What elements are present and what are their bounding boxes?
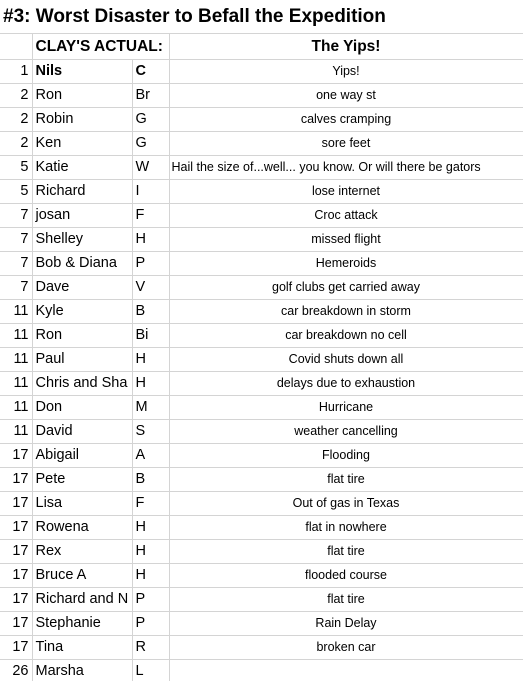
name-text: Abigail	[35, 447, 80, 463]
table-row	[0, 636, 523, 660]
grid-body	[0, 34, 523, 681]
rank-cell[interactable]: 1	[0, 60, 32, 84]
initial-cell[interactable]: H	[132, 228, 169, 252]
table-row	[0, 420, 523, 444]
name-text: Kyle	[35, 303, 64, 319]
initial-cell[interactable]: V	[132, 276, 169, 300]
name-text: Robin	[35, 111, 74, 127]
yip-cell[interactable]: flat tire	[169, 588, 523, 612]
yip-cell[interactable]: flat tire	[169, 468, 523, 492]
table-row	[0, 324, 523, 348]
rank-cell[interactable]: 17	[0, 444, 32, 468]
table-row	[0, 492, 523, 516]
name-text: Tina	[35, 639, 64, 655]
initial-cell[interactable]: G	[132, 132, 169, 156]
data-grid	[0, 33, 523, 681]
table-row	[0, 156, 523, 180]
name-cell[interactable]	[32, 132, 132, 156]
table-row	[0, 60, 523, 84]
name-cell[interactable]	[32, 204, 132, 228]
initial-cell[interactable]: H	[132, 516, 169, 540]
rank-cell[interactable]: 17	[0, 540, 32, 564]
yip-cell[interactable]: Hemeroids	[169, 252, 523, 276]
name-text: Richard and N	[35, 591, 129, 607]
name-cell[interactable]	[32, 60, 132, 84]
yip-cell[interactable]: calves cramping	[169, 108, 523, 132]
table-row	[0, 252, 523, 276]
name-text: Pete	[35, 471, 66, 487]
name-text: Lisa	[35, 495, 63, 511]
rank-cell[interactable]: 5	[0, 156, 32, 180]
rank-cell[interactable]: 2	[0, 84, 32, 108]
table-row	[0, 516, 523, 540]
initial-cell[interactable]: H	[132, 564, 169, 588]
table-row	[0, 396, 523, 420]
table-row	[0, 300, 523, 324]
name-cell[interactable]	[32, 492, 132, 516]
yip-cell[interactable]: missed flight	[169, 228, 523, 252]
yip-cell[interactable]: weather cancelling	[169, 420, 523, 444]
initial-cell[interactable]: R	[132, 636, 169, 660]
yip-cell[interactable]: lose internet	[169, 180, 523, 204]
name-cell[interactable]	[32, 228, 132, 252]
yip-cell[interactable]: broken car	[169, 636, 523, 660]
table-row	[0, 108, 523, 132]
name-text: Nils	[35, 63, 63, 79]
initial-cell[interactable]: Br	[132, 84, 169, 108]
name-text: Dave	[35, 279, 70, 295]
yip-cell[interactable]: Covid shuts down all	[169, 348, 523, 372]
initial-cell[interactable]: S	[132, 420, 169, 444]
initial-cell[interactable]: H	[132, 540, 169, 564]
yip-cell[interactable]: sore feet	[169, 132, 523, 156]
yip-cell[interactable]: delays due to exhaustion	[169, 372, 523, 396]
name-cell[interactable]	[32, 156, 132, 180]
initial-cell[interactable]: B	[132, 468, 169, 492]
rank-cell[interactable]: 17	[0, 468, 32, 492]
name-text: Ron	[35, 327, 63, 343]
rank-cell[interactable]: 17	[0, 588, 32, 612]
rank-cell[interactable]: 11	[0, 420, 32, 444]
rank-cell[interactable]: 7	[0, 252, 32, 276]
table-row	[0, 132, 523, 156]
rank-cell[interactable]: 17	[0, 516, 32, 540]
table-row	[0, 660, 523, 681]
initial-cell[interactable]: P	[132, 252, 169, 276]
name-cell[interactable]	[32, 396, 132, 420]
name-text: David	[35, 423, 73, 439]
table-row	[0, 540, 523, 564]
name-cell[interactable]	[32, 84, 132, 108]
name-cell[interactable]	[32, 564, 132, 588]
header-cell-rank[interactable]	[0, 34, 32, 60]
rank-cell[interactable]: 7	[0, 276, 32, 300]
yip-cell[interactable]: Flooding	[169, 444, 523, 468]
yip-cell[interactable]: Hurricane	[169, 396, 523, 420]
rank-cell[interactable]: 17	[0, 612, 32, 636]
initial-cell[interactable]: W	[132, 156, 169, 180]
name-text: Rex	[35, 543, 62, 559]
initial-cell[interactable]: L	[132, 660, 169, 681]
rank-cell[interactable]: 11	[0, 324, 32, 348]
initial-cell[interactable]: A	[132, 444, 169, 468]
table-row	[0, 228, 523, 252]
name-cell[interactable]	[32, 660, 132, 681]
rank-cell[interactable]: 26	[0, 660, 32, 681]
header-actual-label: CLAY'S ACTUAL:	[35, 38, 163, 55]
rank-cell[interactable]: 17	[0, 492, 32, 516]
name-text: Paul	[35, 351, 65, 367]
name-text: Shelley	[35, 231, 84, 247]
name-cell[interactable]	[32, 300, 132, 324]
yip-cell[interactable]: car breakdown in storm	[169, 300, 523, 324]
yip-cell[interactable]: one way st	[169, 84, 523, 108]
table-row	[0, 348, 523, 372]
rank-cell[interactable]: 5	[0, 180, 32, 204]
table-row	[0, 468, 523, 492]
yip-cell[interactable]: car breakdown no cell	[169, 324, 523, 348]
initial-cell[interactable]: H	[132, 372, 169, 396]
yip-cell[interactable]: golf clubs get carried away	[169, 276, 523, 300]
name-cell[interactable]	[32, 588, 132, 612]
table-row	[0, 612, 523, 636]
initial-cell[interactable]: G	[132, 108, 169, 132]
table-row	[0, 588, 523, 612]
name-cell[interactable]	[32, 612, 132, 636]
name-cell[interactable]	[32, 444, 132, 468]
rank-cell[interactable]: 11	[0, 300, 32, 324]
initial-cell[interactable]: I	[132, 180, 169, 204]
rank-cell[interactable]: 2	[0, 108, 32, 132]
yip-cell[interactable]: flat tire	[169, 540, 523, 564]
yip-cell[interactable]: Croc attack	[169, 204, 523, 228]
rank-cell[interactable]: 2	[0, 132, 32, 156]
yip-cell[interactable]: Yips!	[169, 60, 523, 84]
name-text: Don	[35, 399, 63, 415]
initial-cell[interactable]: Bi	[132, 324, 169, 348]
name-cell[interactable]	[32, 348, 132, 372]
table-row	[0, 276, 523, 300]
yip-cell[interactable]: Out of gas in Texas	[169, 492, 523, 516]
name-cell[interactable]	[32, 516, 132, 540]
header-cell-actual[interactable]	[32, 34, 169, 60]
header-row	[0, 34, 523, 60]
name-text: Ken	[35, 135, 62, 151]
rank-cell[interactable]: 7	[0, 228, 32, 252]
table-row	[0, 564, 523, 588]
name-cell[interactable]	[32, 636, 132, 660]
rank-cell[interactable]: 11	[0, 348, 32, 372]
rank-cell[interactable]: 11	[0, 372, 32, 396]
name-cell[interactable]	[32, 468, 132, 492]
yip-cell[interactable]: flooded course	[169, 564, 523, 588]
table-row	[0, 204, 523, 228]
name-text: Bob & Diana	[35, 255, 117, 271]
initial-cell[interactable]: H	[132, 348, 169, 372]
name-text: Marsha	[35, 663, 84, 679]
initial-cell[interactable]: M	[132, 396, 169, 420]
name-cell[interactable]	[32, 108, 132, 132]
rank-cell[interactable]: 11	[0, 396, 32, 420]
table-row	[0, 372, 523, 396]
name-cell[interactable]	[32, 252, 132, 276]
name-cell[interactable]	[32, 540, 132, 564]
rank-cell[interactable]: 17	[0, 636, 32, 660]
name-cell[interactable]	[32, 276, 132, 300]
name-text: Stephanie	[35, 615, 101, 631]
yip-cell[interactable]: Hail the size of...well... you know. Or will there be gators	[169, 156, 523, 180]
name-text: Richard	[35, 183, 86, 199]
yip-cell[interactable]: flat in nowhere	[169, 516, 523, 540]
name-cell[interactable]	[32, 420, 132, 444]
initial-cell[interactable]: P	[132, 612, 169, 636]
rank-cell[interactable]: 7	[0, 204, 32, 228]
header-cell-yips[interactable]: The Yips!	[169, 34, 523, 60]
sheet-title: #3: Worst Disaster to Befall the Expedition	[3, 6, 386, 27]
name-cell[interactable]	[32, 180, 132, 204]
initial-cell[interactable]: P	[132, 588, 169, 612]
yip-cell[interactable]: Rain Delay	[169, 612, 523, 636]
initial-cell[interactable]: F	[132, 204, 169, 228]
initial-cell[interactable]: F	[132, 492, 169, 516]
name-text: Rowena	[35, 519, 89, 535]
name-text: Katie	[35, 159, 69, 175]
yip-cell[interactable]	[169, 660, 523, 681]
initial-cell[interactable]: B	[132, 300, 169, 324]
initial-cell[interactable]: C	[132, 60, 169, 84]
table-row	[0, 444, 523, 468]
name-text: josan	[35, 207, 71, 223]
name-cell[interactable]	[32, 372, 132, 396]
name-text: Ron	[35, 87, 63, 103]
name-text: Bruce A	[35, 567, 87, 583]
name-text: Chris and Sha	[35, 375, 128, 391]
name-cell[interactable]	[32, 324, 132, 348]
rank-cell[interactable]: 17	[0, 564, 32, 588]
table-row	[0, 180, 523, 204]
table-row	[0, 84, 523, 108]
